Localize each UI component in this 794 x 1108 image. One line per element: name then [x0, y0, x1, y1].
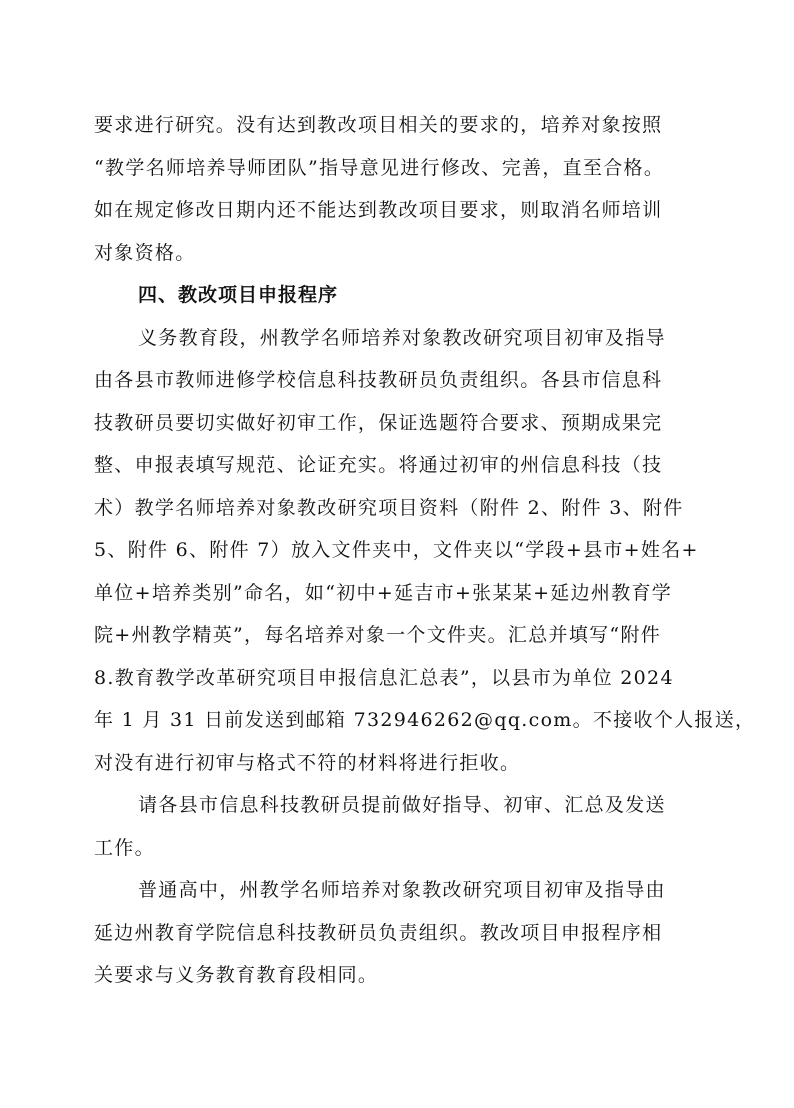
- text-line: 技教研员要切实做好初审工作，保证选题符合要求、预期成果完: [94, 411, 663, 434]
- text-line: 普通高中，州教学名师培养对象教改研究项目初审及指导由: [138, 879, 666, 901]
- text-line: 关要求与义务教育教育段相同。: [94, 964, 379, 986]
- text-line: 工作。: [94, 836, 155, 859]
- text-line: 延边州教育学院信息科技教研员负责组织。教改项目申报程序相: [94, 921, 663, 944]
- text-line: 5、附件 6、附件 7）放入文件夹中，文件夹以“学段+县市+姓名+: [94, 539, 699, 561]
- section-heading: 四、教改项目申报程序: [138, 284, 339, 306]
- text-line: 术）教学名师培养对象教改研究项目资料（附件 2、附件 3、附件: [94, 496, 684, 519]
- paragraph: [94, 784, 704, 869]
- text-line: 年 1 月 31 日前发送到邮箱 732946262@qq.com。不接收个人报送，: [94, 709, 756, 731]
- document-body: [94, 104, 756, 997]
- text-line: 要求进行研究。没有达到教改项目相关的要求的，培养对象按照: [94, 114, 663, 136]
- text-line: 如在规定修改日期内还不能达到教改项目要求，则取消名师培训: [94, 199, 663, 221]
- text-line: 对象资格。: [94, 241, 196, 264]
- paragraph: [94, 317, 756, 785]
- text-line: 对没有进行初审与格式不符的材料将进行拒收。: [94, 751, 521, 774]
- text-line: 整、申报表填写规范、论证充实。将通过初审的州信息科技（技: [94, 454, 663, 476]
- paragraph: [94, 104, 704, 274]
- text-line: 单位+培养类别”命名，如“初中+延吉市+张某某+延边州教育学: [94, 581, 673, 604]
- text-line: 院+州教学精英”，每名培养对象一个文件夹。汇总并填写“附件: [94, 624, 662, 646]
- text-line: 请各县市信息科技教研员提前做好指导、初审、汇总及发送: [138, 794, 666, 816]
- paragraph: [94, 869, 704, 997]
- text-line: 义务教育段，州教学名师培养对象教改研究项目初审及指导: [138, 326, 666, 349]
- text-line: 8.教育教学改革研究项目申报信息汇总表”，以县市为单位 2024: [94, 666, 674, 689]
- text-line: 由各县市教师进修学校信息科技教研员负责组织。各县市信息科: [94, 369, 663, 391]
- text-line: “教学名师培养导师团队”指导意见进行修改、完善，直至合格。: [94, 156, 665, 179]
